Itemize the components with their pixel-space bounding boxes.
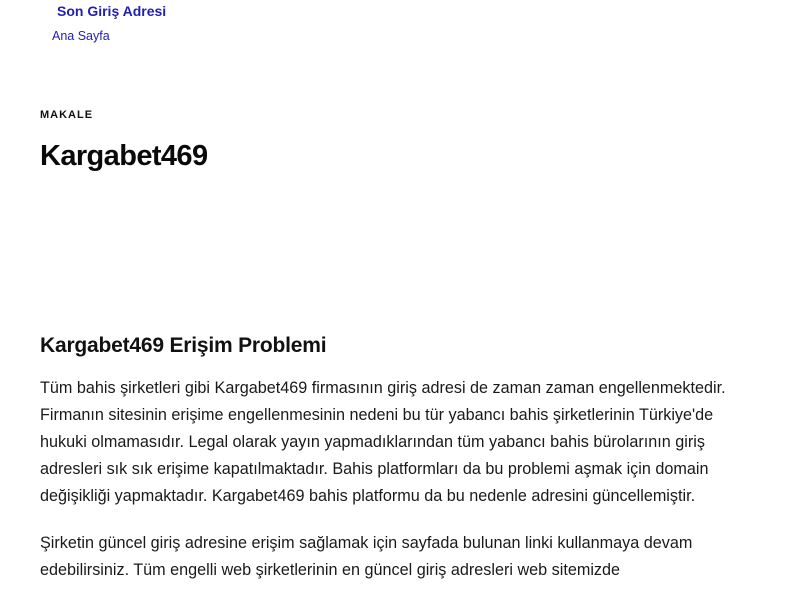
section-heading: Kargabet469 Erişim Problemi bbox=[40, 334, 327, 357]
page-title: Kargabet469 bbox=[40, 140, 208, 172]
article-paragraph: Şirketin güncel giriş adresine erişim sağlamak için sayfada bulunan linki kullanmaya devam edebilirsiniz. Tüm engelli web şirketlerinin en güncel giriş adresleri web sitemizde bbox=[40, 534, 693, 579]
article-paragraph: Tüm bahis şirketleri gibi Kargabet469 firmasının giriş adresi de zaman zaman engellenmektedir. Firmanın sitesinin erişime engellenmesinin nedeni bu tür yabancı bahis şirketlerinin Türkiye'de hukuki olmamasıdır. Legal olarak yayın yapmadıklarından tüm yabancı bahis bürolarının giriş adresleri sık sık erişime kapatılmaktadır. Bahis platformları da bu problemi aşmak için domain değişikliği yapmaktadır. Kargabet469 bahis platformu da bu nedenle adresini güncellemiştir. bbox=[40, 379, 726, 505]
nav-link-home[interactable]: Ana Sayfa bbox=[52, 29, 110, 43]
article-category: MAKALE bbox=[40, 109, 94, 121]
article-content bbox=[40, 331, 730, 604]
site-title-link[interactable]: Son Giriş Adresi bbox=[57, 3, 167, 19]
